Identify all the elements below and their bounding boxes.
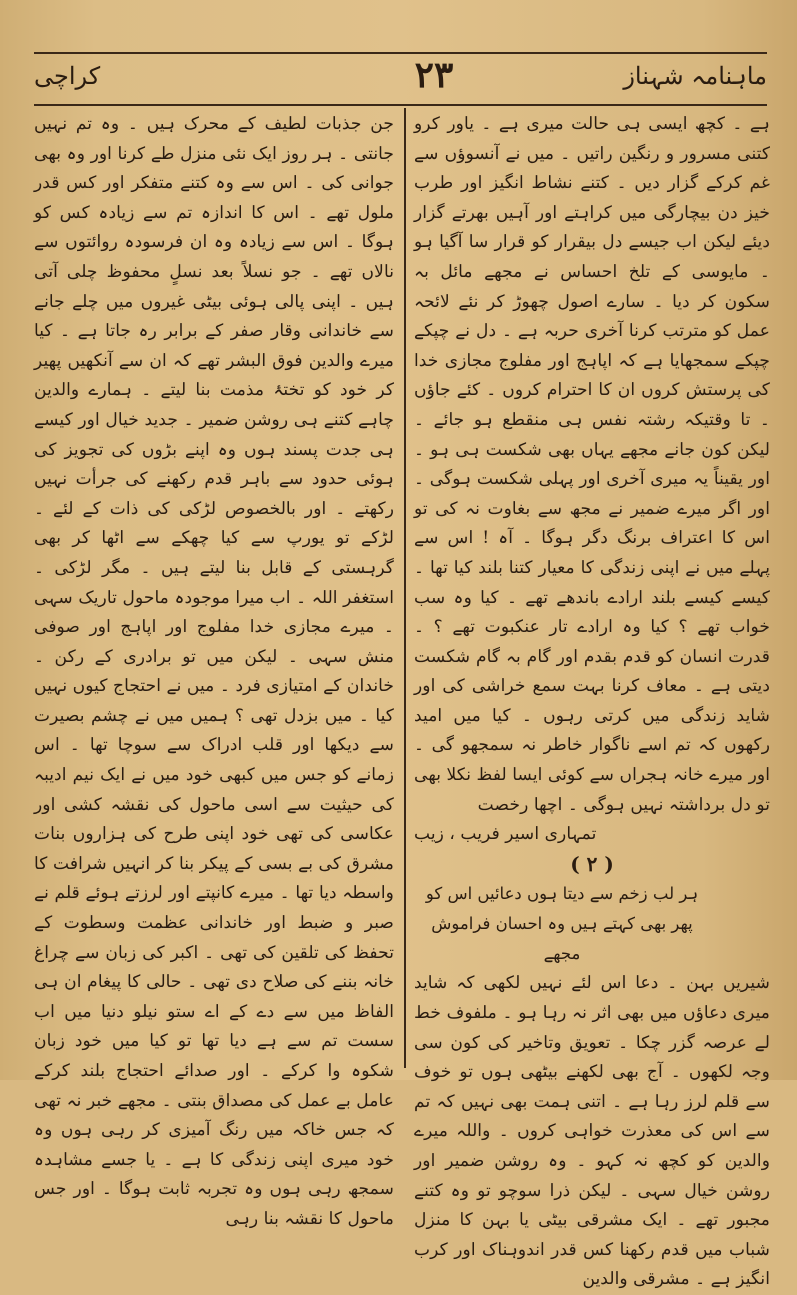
letter-paragraph: جن جذبات لطیف کے محرک ہیں ۔ وہ تم نہیں جانتی ۔ ہر روز ایک نئی منزل طے کرنا اور وہ بھی جوانی کی ۔ اس سے وہ کتنے متفکر اور کس قدر ملول تھے ۔ اس کا اندازہ تم سے زیادہ کس کو ہوگا ۔ اس سے زیادہ وہ ان فرسودہ روائتوں سے نالاں تھے ۔ جو نسلاً بعد نسلٍ محفوظ چلی آتی ہیں ۔ اپنی پالی ہوئی بیٹی غیروں میں چلے جانے سے خاندانی وقار صفر کے برابر رہ جاتا ہے ۔ کیا میرے والدین فوق البشر تھے کہ ان سے آنکھیں پھیر کر خود کو تختۂ مذمت بنا لیتے ۔ ہمارے والدین چاہے کتنے ہی روشن ضمیر ۔ جدید خیال اور کیسے ہی جدت پسند ہوں وہ اپنے بڑوں کی تجویز کی ہوئی حدود سے باہر قدم رکھنے کی جرأت نہیں رکھتے ۔ اور بالخصوص لڑکی کی ذات کے لئے ۔ لڑکے تو یورپ سے کیا چھکے سے اٹھا کر بھی گرہستی کے قابل بنا لیتے ہیں ۔ مگر لڑکی ۔ استغفر اللہ ۔ اب میرا موجودہ ماحول تاریک سہی ۔ میرے مجازی خدا مفلوج اور اپاہج اور صوفی منش سہی ۔ لیکن میں تو برادری کے رکن ۔ خاندان کے امتیازی فرد ۔ میں نے احتجاج کیوں نہیں کیا ۔ میں بزدل تھی ؟ ہمیں میں نے چشم بصیرت سے دیکھا اور قلب ادراک سے سوچا تھا ۔ اس زمانے کو جس میں کبھی خود میں نے ایک نیم ادیبہ کی حیثیت سے اسی ماحول کی نقشہ کشی اور عکاسی کی تھی خود اپنی طرح کی ہزاروں بنات مشرق کی بے بسی کے پیکر بنا کر انہیں شرافت کا واسطہ دیا تھا ۔ میرے کانپتے اور لرزتے ہوئے قلم نے صبر و ضبط اور خاندانی عظمت وسطوت کے تحفظ کی تلقین کی تھی ۔ اکبر کی زبان سے چراغ خانہ بننے کی صلاح دی تھی ۔ حالی کا پیغام ان ہی الفاظ میں سے دے کے اے ستو نیلو دنیا میں اب سست تم سے ہے دیا تھا تو کیا میں خود زبان شکوہ وا کرکے ۔ اور صدائے احتجاج بلند کرکے عامل بے عمل کی مصداق بنتی ۔ مجھے خبر نہ تھی کہ جس خاکہ میں رنگ آمیزی کر رہی ہوں وہ خود میری اپنی زندگی کا ہے ۔ یا جسے مشاہدہ سمجھ رہی ہوں وہ تجربہ ثابت ہوگا ۔ اور جس ماحول کا نقشہ بنا رہی bbox=[34, 114, 394, 1229]
left-column bbox=[34, 110, 394, 1229]
poem-line: پھر بھی کہتے ہیں وہ احسان فراموش مجھے bbox=[431, 914, 693, 964]
letter-signature: تمہاری اسیر فریب ، زیب bbox=[414, 824, 597, 845]
page-number: ۲۳ bbox=[414, 54, 454, 96]
header-bottom-rule bbox=[34, 104, 767, 106]
magazine-title: ماہنامہ شہناز bbox=[623, 62, 767, 90]
column-divider bbox=[404, 108, 406, 1068]
letter-paragraph: ہے ۔ کچھ ایسی ہی حالت میری ہے ۔ یاور کرو کتنی مسرور و رنگین راتیں ۔ میں نے آنسوؤں سے غم کرکے گزار دیں ۔ کتنے نشاط انگیز اور طرب خیز دن بیچارگی میں کراہتے اور آہیں بھرتے گزار دیئے لیکن اب جیسے دل بیقرار کو قرار سا آگیا ہو ۔ مایوسی کے تلخ احساس نے مجھے مائل بہ سکون کر دیا ۔ سارے اصول چھوڑ کر نئے لائحہ عمل کو مترتب کرنا آخری حربہ ہے ۔ دل نے چپکے چپکے سمجھایا ہے کہ اپاہج اور مفلوج مجازی خدا کی پرستش کروں ان کا احترام کروں ۔ کئے جاؤں ۔ تا وقتیکہ رشتہ نفس ہی منقطع ہو جائے ۔ لیکن کون جانے مجھے یہاں بھی شکست ہی ہو ۔ اور یقیناً یہ میری آخری اور پہلی شکست ہوگی ۔ اور اگر میرے ضمیر نے مجھ سے بغاوت نہ کی تو اس کا اعتراف برنگ دگر ہوگا ۔ آہ ! اس سے پہلے میں نے اپنی زندگی کا معیار کتنا بلند کیا تھا ۔ کیسے کیسے بلند ارادے باندھے تھے ۔ کیا وہ سب خواب تھے ؟ کیا وہ ارادے تار عنکبوت تھے ؟ ۔ قدرت انسان کو قدم بقدم اور گام بہ گام شکست دیتی ہے ۔ معاف کرنا بہت سمع خراشی کی اور شاید زندگی میں کرتی رہوں ۔ کیا میں امید رکھوں کہ تم اسے ناگوار خاطر نہ سمجھو گی ۔ اور میرے خانہ ہجراں سے کوئی ایسا لفظ نکلا بھی تو دل برداشتہ نہیں ہوگی ۔ اچھا رخصت bbox=[414, 114, 770, 815]
right-column bbox=[414, 110, 770, 1290]
section-number: ( ۲ ) bbox=[570, 851, 614, 876]
city-name: کراچی bbox=[34, 62, 101, 90]
page-header bbox=[34, 54, 767, 102]
poem-line: ہر لب زخم سے دیتا ہوں دعائیں اس کو bbox=[425, 884, 699, 904]
letter-paragraph: شیریں بہن ۔ دعا اس لئے نہیں لکھی کہ شاید میری دعاؤں میں بھی اثر نہ رہا ہو ۔ ملفوف خط لے عرصہ گزر چکا ۔ تعویق وتاخیر کی کون سی وجہ لکھوں ۔ آج بھی لکھنے بیٹھی ہوں تو خوف سے قلم لرز رہا ہے ۔ اتنی ہمت بھی نہیں کہ تم سے اس کی معذرت خواہی کروں ۔ واللہ میرے والدین کو کچھ نہ کہو ۔ وہ روشن ضمیر اور روشن خیال سہی ۔ لیکن ذرا سوچو تو وہ کتنے مجبور تھے ۔ ایک مشرقی بیٹی یا بہن کا منزل شباب میں قدم رکھنا کس قدر اندوہناک اور کرب انگیز ہے ۔ مشرقی والدین bbox=[414, 973, 770, 1290]
